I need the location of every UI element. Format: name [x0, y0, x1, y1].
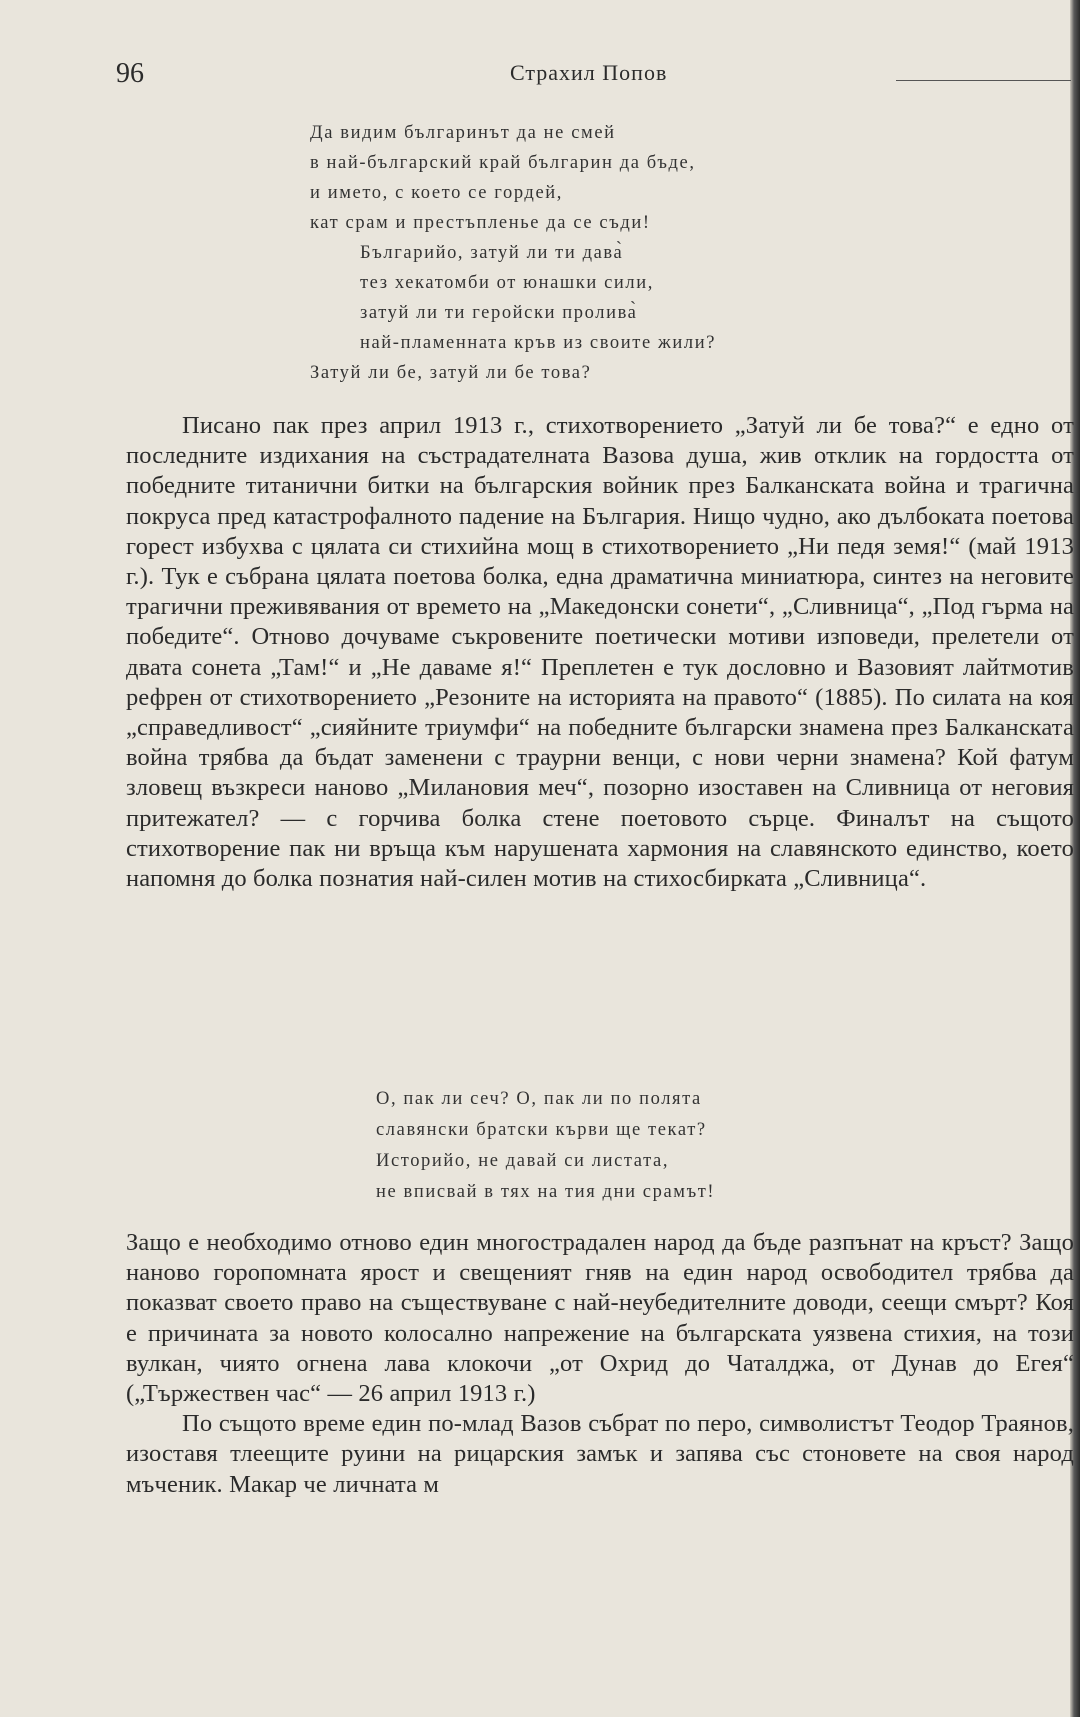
running-head [116, 52, 1071, 92]
paragraph: По същото време един по-млад Вазов събрат по перо, символистът Теодор Траянов, изоставя тлеещите руини на рицарския замък и запява със стоновете на своя народ мъченик. Макар че личната м [126, 1410, 1074, 1498]
verse-line: О, пак ли сеч? О, пак ли по полята [376, 1089, 702, 1109]
verse-quote-2 [376, 1084, 715, 1208]
verse-line: тез хекатомби от юнашки сили, [360, 273, 654, 293]
page-number: 96 [116, 58, 144, 89]
verse-line: в най-българский край българин да бъде, [310, 153, 696, 173]
body-text-1 [126, 411, 1074, 894]
running-title: Страхил Попов [510, 60, 668, 85]
verse-line: и името, с което се гордей, [310, 183, 563, 203]
verse-line: Затуй ли бе, затуй ли бе това? [310, 363, 592, 383]
verse-line: Българийо, затуй ли ти дава̀ [360, 243, 624, 263]
verse-line: Историйо, не давай си листата, [376, 1151, 670, 1171]
paragraph: Писано пак през април 1913 г., стихотворението „Затуй ли бе това?“ е едно от последните издихания на състрадателната Вазова душа, жив отклик на гордостта от победните титанични битки на българския войник през Балканската война и трагична покруса пред катастрофалното падение на България. Нищо чудно, ако дълбоката поетова горест избухва с цялата си стихийна мощ в стихотворението „Ни педя земя!“ (май 1913 г.). Тук е събрана цялата поетова болка, една драматична миниатюра, синтез на неговите трагични преживявания от времето на „Македонски сонети“, „Сливница“, „Под гърма на победите“. Отново дочуваме съкровените поетически мотиви изповеди, прелетели от двата сонета „Там!“ и „Не даваме я!“ Преплетен е тук дословно и Вазовият лайтмотив рефрен от стихотворението „Резоните на историята на правото“ (1885). По силата на коя „справедливост“ „сияйните триумфи“ на победните български знамена през Балканската война трябва да бъдат заменени с траурни венци, с нови черни знамена? Кой фатум зловещ възкреси наново „Милановия меч“, позорно изоставен на Сливница от неговия притежател? — с горчива болка стене поетовото сърце. Финалът на същото стихотворение пак ни връща към нарушената хармония на славянското единство, което напомня до болка познатия най-силен мотив на стихосбирката „Сливница“. [126, 412, 1074, 893]
verse-line: славянски братски кърви ще текат? [376, 1120, 707, 1140]
verse-line: най-пламенната кръв из своите жили? [360, 333, 717, 353]
header-rule [896, 80, 1071, 81]
body-text-2 [126, 1228, 1074, 1500]
verse-line: затуй ли ти геройски пролива̀ [360, 303, 638, 323]
verse-line: кат срам и престъпленье да се съди! [310, 213, 651, 233]
verse-line: не вписвай в тях на тия дни срамът! [376, 1182, 716, 1202]
verse-line: Да видим българинът да не смей [310, 123, 616, 143]
verse-quote-1 [310, 118, 716, 388]
paragraph: Защо е необходимо отново един многострадален народ да бъде разпънат на кръст? Защо наново горопомната ярост и свещеният гняв на един народ освободител трябва да показват своето право на съществуване с най-неубедителните доводи, сеещи смърт? Коя е причината за новото колосално напрежение на българската уязвена стихия, на този вулкан, чиято огнена лава клокочи „от Охрид до Чаталджа, от Дунав до Егея“ („Тържествен час“ — 26 април 1913 г.) [126, 1229, 1074, 1408]
